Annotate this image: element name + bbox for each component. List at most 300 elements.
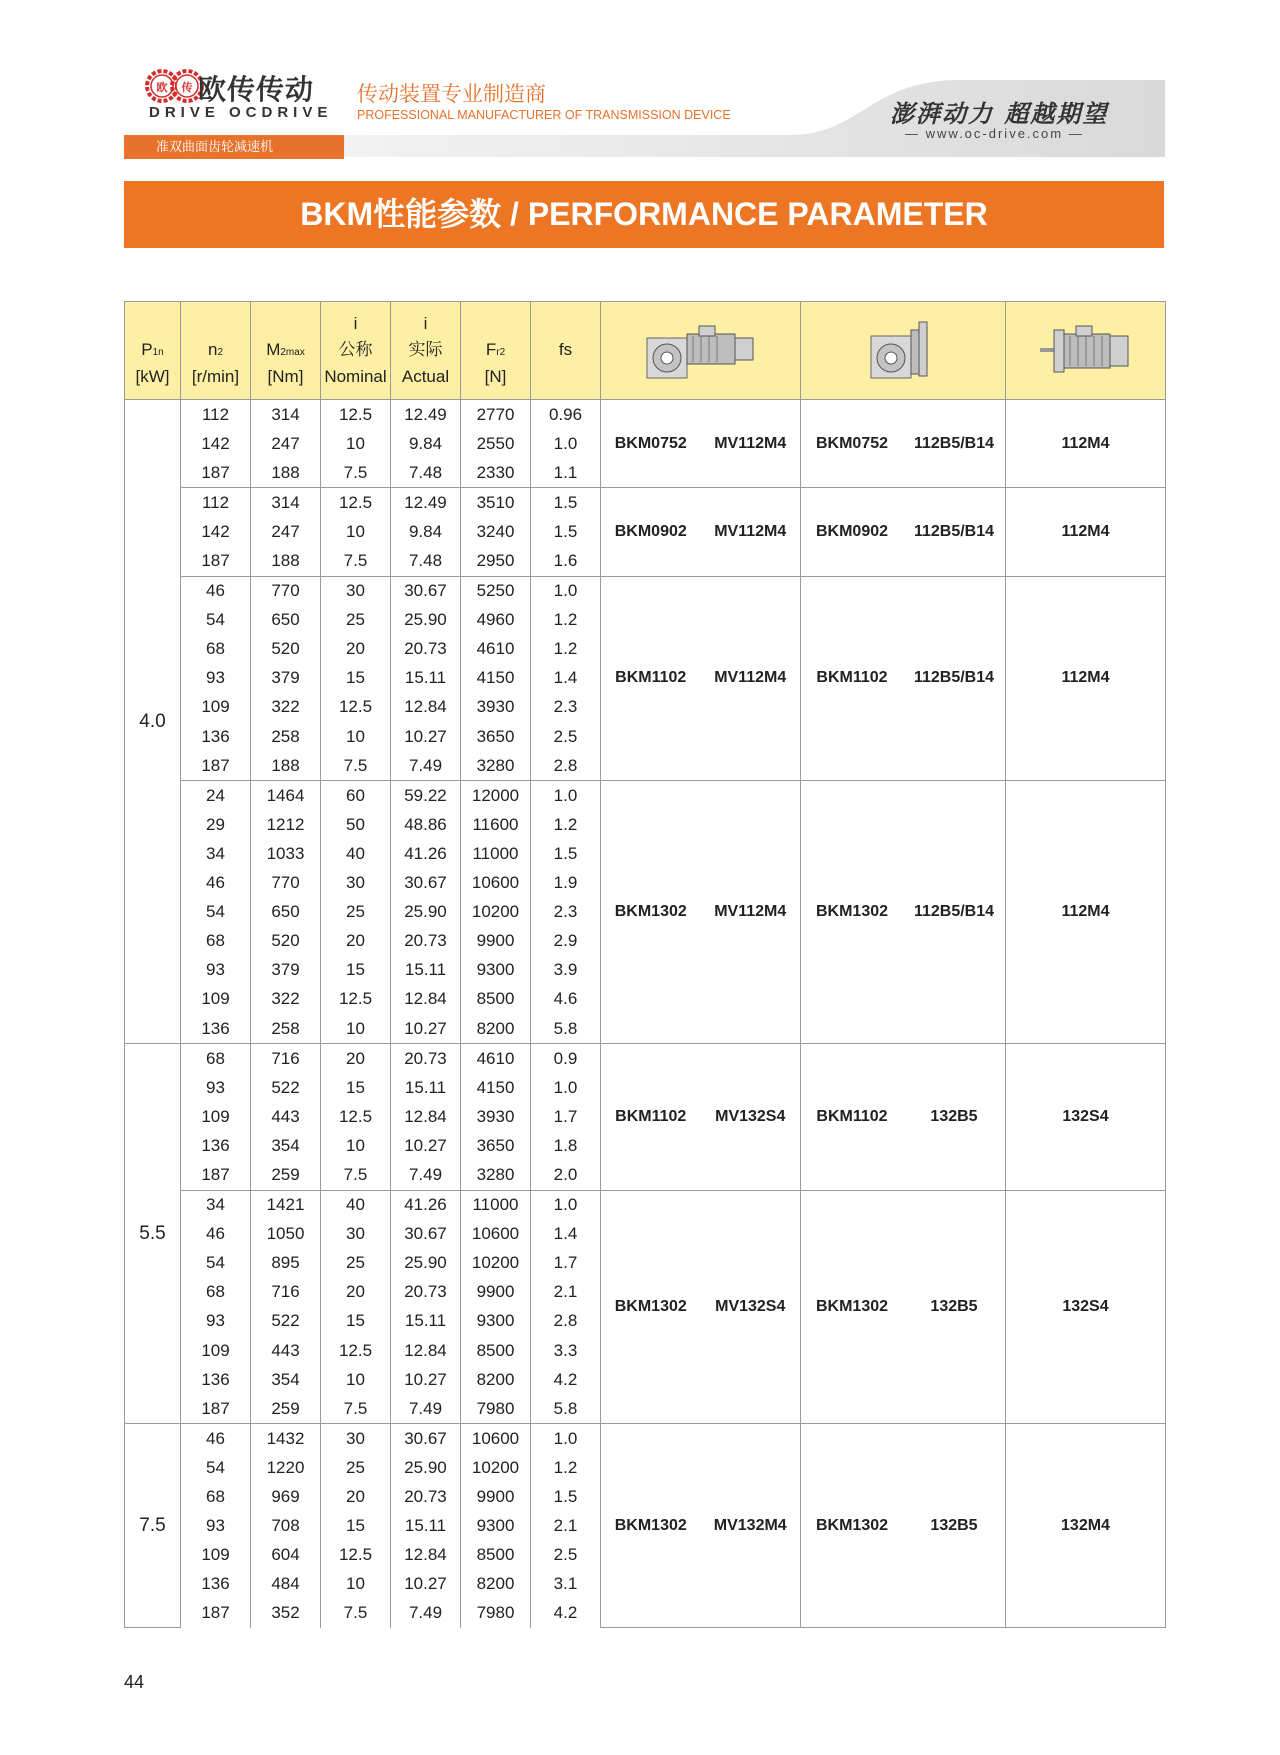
radial-force-cell: 9900 — [461, 1278, 531, 1307]
radial-force-cell: 3930 — [461, 1102, 531, 1131]
torque-cell: 247 — [251, 517, 321, 546]
model-code: BKM0752 — [614, 434, 687, 452]
ratio-actual-cell: 25.90 — [391, 1453, 461, 1482]
ratio-actual-cell: 9.84 — [391, 429, 461, 458]
ratio-actual-cell: 41.26 — [391, 1190, 461, 1220]
gear-motor-model-cell — [601, 1424, 801, 1628]
power-cell: 7.5 — [125, 1424, 181, 1628]
service-factor-cell: 1.5 — [531, 1482, 601, 1511]
service-factor-cell: 2.5 — [531, 1541, 601, 1570]
radial-force-cell: 8500 — [461, 1336, 531, 1365]
service-factor-cell: 2.3 — [531, 898, 601, 927]
torque-cell: 770 — [251, 869, 321, 898]
torque-cell: 188 — [251, 458, 321, 488]
radial-force-cell: 5250 — [461, 576, 531, 606]
model-code: BKM1302 — [614, 1516, 687, 1534]
speed-cell: 34 — [181, 1190, 251, 1220]
speed-cell: 54 — [181, 898, 251, 927]
ratio-actual-cell: 30.67 — [391, 1424, 461, 1454]
ratio-nominal-cell: 20 — [321, 1482, 391, 1511]
ratio-nominal-cell: 20 — [321, 635, 391, 664]
torque-cell: 969 — [251, 1482, 321, 1511]
speed-cell: 187 — [181, 546, 251, 576]
motor-model-cell — [1006, 1190, 1166, 1424]
speed-cell: 136 — [181, 1365, 251, 1394]
service-factor-cell: 0.96 — [531, 400, 601, 430]
torque-cell: 1421 — [251, 1190, 321, 1220]
ratio-nominal-cell: 15 — [321, 956, 391, 985]
motor-model-cell — [1006, 1044, 1166, 1190]
service-factor-cell: 1.2 — [531, 635, 601, 664]
ratio-actual-cell: 20.73 — [391, 927, 461, 956]
speed-cell: 109 — [181, 693, 251, 722]
service-factor-cell: 1.0 — [531, 781, 601, 811]
service-factor-cell: 1.0 — [531, 1073, 601, 1102]
table-row — [125, 1424, 1166, 1454]
torque-cell: 1432 — [251, 1424, 321, 1454]
torque-cell: 484 — [251, 1570, 321, 1599]
reducer-flange-model-cell — [801, 781, 1006, 1044]
header-radial-force: Fr2 [N] — [461, 302, 531, 400]
radial-force-cell: 9300 — [461, 1512, 531, 1541]
motor-icon — [1036, 316, 1136, 386]
motor-model-cell — [1006, 781, 1166, 1044]
ratio-actual-cell: 48.86 — [391, 810, 461, 839]
speed-cell: 109 — [181, 985, 251, 1014]
radial-force-cell: 8500 — [461, 985, 531, 1014]
service-factor-cell: 1.4 — [531, 664, 601, 693]
ratio-actual-cell: 10.27 — [391, 1014, 461, 1044]
header-motor — [1006, 302, 1166, 400]
speed-cell: 109 — [181, 1336, 251, 1365]
ratio-actual-cell: 25.90 — [391, 898, 461, 927]
ratio-nominal-cell: 50 — [321, 810, 391, 839]
radial-force-cell: 9300 — [461, 956, 531, 985]
service-factor-cell: 0.9 — [531, 1044, 601, 1074]
radial-force-cell: 7980 — [461, 1394, 531, 1424]
model-code: 112M4 — [1061, 434, 1110, 452]
service-factor-cell: 3.9 — [531, 956, 601, 985]
service-factor-cell: 2.3 — [531, 693, 601, 722]
power-cell: 5.5 — [125, 1044, 181, 1424]
ratio-nominal-cell: 12.5 — [321, 693, 391, 722]
ratio-nominal-cell: 7.5 — [321, 458, 391, 488]
torque-cell: 520 — [251, 927, 321, 956]
service-factor-cell: 5.8 — [531, 1394, 601, 1424]
service-factor-cell: 4.6 — [531, 985, 601, 1014]
table-row — [125, 781, 1166, 811]
torque-cell: 716 — [251, 1044, 321, 1074]
speed-cell: 54 — [181, 1453, 251, 1482]
ratio-nominal-cell: 12.5 — [321, 1102, 391, 1131]
svg-text:欧: 欧 — [156, 81, 168, 94]
radial-force-cell: 3930 — [461, 693, 531, 722]
model-code: MV132S4 — [715, 1297, 786, 1315]
speed-cell: 142 — [181, 429, 251, 458]
torque-cell: 188 — [251, 546, 321, 576]
table-row — [125, 488, 1166, 518]
radial-force-cell: 4610 — [461, 635, 531, 664]
header-ratio-nominal: i 公称 Nominal — [321, 302, 391, 400]
service-factor-cell: 4.2 — [531, 1599, 601, 1628]
speed-cell: 68 — [181, 1482, 251, 1511]
speed-cell: 112 — [181, 400, 251, 430]
torque-cell: 708 — [251, 1512, 321, 1541]
service-factor-cell: 1.0 — [531, 1424, 601, 1454]
header-speed: n2 [r/min] — [181, 302, 251, 400]
ratio-actual-cell: 20.73 — [391, 1044, 461, 1074]
torque-cell: 443 — [251, 1336, 321, 1365]
service-factor-cell: 1.2 — [531, 606, 601, 635]
reducer-flange-model-cell — [801, 576, 1006, 781]
radial-force-cell: 10600 — [461, 1424, 531, 1454]
gear-motor-model-cell — [601, 781, 801, 1044]
radial-force-cell: 10200 — [461, 1453, 531, 1482]
radial-force-cell: 3280 — [461, 751, 531, 781]
ratio-nominal-cell: 12.5 — [321, 1541, 391, 1570]
reducer-flange-model-cell — [801, 1190, 1006, 1424]
service-factor-cell: 2.1 — [531, 1512, 601, 1541]
torque-cell: 258 — [251, 722, 321, 751]
reducer-flange-model-cell — [801, 488, 1006, 576]
ratio-actual-cell: 25.90 — [391, 606, 461, 635]
torque-cell: 650 — [251, 606, 321, 635]
speed-cell: 54 — [181, 606, 251, 635]
model-code: BKM1302 — [614, 903, 687, 921]
ratio-actual-cell: 41.26 — [391, 839, 461, 868]
ratio-nominal-cell: 30 — [321, 1220, 391, 1249]
ratio-nominal-cell: 12.5 — [321, 985, 391, 1014]
header-gear-motor — [601, 302, 801, 400]
service-factor-cell: 1.0 — [531, 1190, 601, 1220]
ratio-nominal-cell: 30 — [321, 1424, 391, 1454]
radial-force-cell: 9900 — [461, 927, 531, 956]
service-factor-cell: 2.9 — [531, 927, 601, 956]
torque-cell: 770 — [251, 576, 321, 606]
ratio-nominal-cell: 10 — [321, 1014, 391, 1044]
service-factor-cell: 1.9 — [531, 869, 601, 898]
ratio-nominal-cell: 15 — [321, 664, 391, 693]
radial-force-cell: 8200 — [461, 1570, 531, 1599]
service-factor-cell: 2.5 — [531, 722, 601, 751]
speed-cell: 68 — [181, 1278, 251, 1307]
torque-cell: 716 — [251, 1278, 321, 1307]
speed-cell: 68 — [181, 927, 251, 956]
reducer-flange-model-cell — [801, 400, 1006, 488]
ratio-nominal-cell: 12.5 — [321, 400, 391, 430]
model-code: BKM1102 — [816, 1107, 888, 1125]
torque-cell: 522 — [251, 1307, 321, 1336]
ratio-actual-cell: 12.84 — [391, 1541, 461, 1570]
ratio-nominal-cell: 20 — [321, 1044, 391, 1074]
service-factor-cell: 1.5 — [531, 488, 601, 518]
ratio-nominal-cell: 40 — [321, 839, 391, 868]
torque-cell: 259 — [251, 1160, 321, 1190]
model-code: 112M4 — [1061, 522, 1110, 540]
service-factor-cell: 1.2 — [531, 810, 601, 839]
ratio-actual-cell: 7.48 — [391, 546, 461, 576]
model-code: 112M4 — [1061, 903, 1110, 921]
power-cell: 4.0 — [125, 400, 181, 1044]
model-code: MV112M4 — [714, 903, 787, 921]
website: — www.oc-drive.com — — [905, 126, 1084, 141]
radial-force-cell: 2770 — [461, 400, 531, 430]
service-factor-cell: 4.2 — [531, 1365, 601, 1394]
speed-cell: 136 — [181, 1131, 251, 1160]
speed-cell: 187 — [181, 751, 251, 781]
speed-cell: 24 — [181, 781, 251, 811]
ratio-actual-cell: 7.49 — [391, 1599, 461, 1628]
ratio-actual-cell: 12.84 — [391, 1336, 461, 1365]
model-code: 132B5 — [930, 1107, 978, 1125]
speed-cell: 136 — [181, 722, 251, 751]
service-factor-cell: 3.1 — [531, 1570, 601, 1599]
ratio-actual-cell: 30.67 — [391, 869, 461, 898]
model-code: 112B5/B14 — [913, 522, 995, 540]
torque-cell: 443 — [251, 1102, 321, 1131]
model-code: 112B5/B14 — [913, 669, 995, 687]
ratio-actual-cell: 12.49 — [391, 488, 461, 518]
radial-force-cell: 11600 — [461, 810, 531, 839]
torque-cell: 352 — [251, 1599, 321, 1628]
ratio-actual-cell: 30.67 — [391, 576, 461, 606]
torque-cell: 379 — [251, 664, 321, 693]
service-factor-cell: 1.1 — [531, 458, 601, 488]
model-code: BKM0902 — [815, 522, 889, 540]
ratio-nominal-cell: 7.5 — [321, 1599, 391, 1628]
model-code: 132B5 — [930, 1516, 978, 1534]
reducer-flange-model-cell — [801, 1424, 1006, 1628]
radial-force-cell: 2950 — [461, 546, 531, 576]
model-code: MV132M4 — [713, 1516, 787, 1534]
speed-cell: 93 — [181, 1512, 251, 1541]
slogan: 澎湃动力 超越期望 — [890, 99, 1109, 128]
ratio-nominal-cell: 30 — [321, 869, 391, 898]
ratio-actual-cell: 7.49 — [391, 1160, 461, 1190]
service-factor-cell: 3.3 — [531, 1336, 601, 1365]
radial-force-cell: 9900 — [461, 1482, 531, 1511]
model-code: BKM1102 — [615, 669, 687, 687]
model-code: MV132S4 — [715, 1107, 786, 1125]
ratio-actual-cell: 59.22 — [391, 781, 461, 811]
model-code: BKM1102 — [615, 1107, 687, 1125]
service-factor-cell: 2.8 — [531, 751, 601, 781]
ratio-actual-cell: 15.11 — [391, 1307, 461, 1336]
table-header-row — [125, 302, 1166, 400]
torque-cell: 1050 — [251, 1220, 321, 1249]
ratio-nominal-cell: 25 — [321, 1453, 391, 1482]
table-body — [125, 400, 1166, 1628]
model-code: 132B5 — [930, 1297, 978, 1315]
ratio-actual-cell: 20.73 — [391, 1482, 461, 1511]
ratio-actual-cell: 20.73 — [391, 1278, 461, 1307]
radial-force-cell: 4150 — [461, 1073, 531, 1102]
ratio-nominal-cell: 15 — [321, 1307, 391, 1336]
ratio-actual-cell: 10.27 — [391, 1365, 461, 1394]
tagline-en: PROFESSIONAL MANUFACTURER OF TRANSMISSION DEVICE — [357, 108, 731, 122]
service-factor-cell: 5.8 — [531, 1014, 601, 1044]
model-code: 112M4 — [1061, 669, 1110, 687]
service-factor-cell: 2.1 — [531, 1278, 601, 1307]
torque-cell: 314 — [251, 488, 321, 518]
torque-cell: 322 — [251, 985, 321, 1014]
ratio-actual-cell: 25.90 — [391, 1249, 461, 1278]
torque-cell: 650 — [251, 898, 321, 927]
model-code: BKM1302 — [815, 1297, 889, 1315]
speed-cell: 187 — [181, 1394, 251, 1424]
speed-cell: 68 — [181, 1044, 251, 1074]
speed-cell: 46 — [181, 1220, 251, 1249]
header-reducer-flange — [801, 302, 1006, 400]
ratio-actual-cell: 10.27 — [391, 1131, 461, 1160]
torque-cell: 379 — [251, 956, 321, 985]
speed-cell: 46 — [181, 1424, 251, 1454]
speed-cell: 109 — [181, 1102, 251, 1131]
ratio-nominal-cell: 25 — [321, 1249, 391, 1278]
service-factor-cell: 1.7 — [531, 1249, 601, 1278]
page-title: BKM性能参数 / PERFORMANCE PARAMETER — [124, 181, 1164, 248]
svg-text:传: 传 — [181, 81, 193, 94]
radial-force-cell: 4960 — [461, 606, 531, 635]
torque-cell: 314 — [251, 400, 321, 430]
speed-cell: 187 — [181, 458, 251, 488]
model-code: 132S4 — [1062, 1297, 1109, 1315]
reducer-flange-model-cell — [801, 1044, 1006, 1190]
radial-force-cell: 3280 — [461, 1160, 531, 1190]
gear-motor-model-cell — [601, 488, 801, 576]
model-code: 132S4 — [1062, 1107, 1109, 1125]
torque-cell: 188 — [251, 751, 321, 781]
service-factor-cell: 1.6 — [531, 546, 601, 576]
torque-cell: 895 — [251, 1249, 321, 1278]
ratio-nominal-cell: 10 — [321, 1131, 391, 1160]
model-code: BKM0902 — [614, 522, 687, 540]
radial-force-cell: 9300 — [461, 1307, 531, 1336]
service-factor-cell: 1.7 — [531, 1102, 601, 1131]
gear-motor-icon — [641, 316, 761, 386]
ratio-nominal-cell: 7.5 — [321, 1394, 391, 1424]
ratio-nominal-cell: 30 — [321, 576, 391, 606]
ratio-actual-cell: 7.48 — [391, 458, 461, 488]
ratio-nominal-cell: 10 — [321, 722, 391, 751]
radial-force-cell: 3650 — [461, 1131, 531, 1160]
gear-motor-model-cell — [601, 400, 801, 488]
speed-cell: 187 — [181, 1160, 251, 1190]
radial-force-cell: 7980 — [461, 1599, 531, 1628]
radial-force-cell: 10200 — [461, 898, 531, 927]
ratio-actual-cell: 15.11 — [391, 956, 461, 985]
torque-cell: 1220 — [251, 1453, 321, 1482]
ratio-actual-cell: 12.84 — [391, 693, 461, 722]
model-code: 112B5/B14 — [913, 434, 995, 452]
ratio-nominal-cell: 10 — [321, 1365, 391, 1394]
torque-cell: 354 — [251, 1365, 321, 1394]
ratio-nominal-cell: 40 — [321, 1190, 391, 1220]
speed-cell: 93 — [181, 956, 251, 985]
gear-reducer-flange-icon — [863, 316, 943, 386]
ratio-nominal-cell: 60 — [321, 781, 391, 811]
radial-force-cell: 8200 — [461, 1014, 531, 1044]
website-url: www.oc-drive.com — [925, 126, 1064, 141]
ratio-actual-cell: 9.84 — [391, 517, 461, 546]
service-factor-cell: 1.4 — [531, 1220, 601, 1249]
ratio-nominal-cell: 12.5 — [321, 1336, 391, 1365]
ratio-actual-cell: 12.49 — [391, 400, 461, 430]
ratio-actual-cell: 30.67 — [391, 1220, 461, 1249]
ratio-actual-cell: 10.27 — [391, 1570, 461, 1599]
speed-cell: 109 — [181, 1541, 251, 1570]
model-code: 132M4 — [1061, 1516, 1110, 1534]
torque-cell: 258 — [251, 1014, 321, 1044]
service-factor-cell: 2.8 — [531, 1307, 601, 1336]
ratio-nominal-cell: 10 — [321, 429, 391, 458]
radial-force-cell: 3510 — [461, 488, 531, 518]
speed-cell: 29 — [181, 810, 251, 839]
radial-force-cell: 10200 — [461, 1249, 531, 1278]
speed-cell: 136 — [181, 1570, 251, 1599]
speed-cell: 46 — [181, 869, 251, 898]
speed-cell: 136 — [181, 1014, 251, 1044]
torque-cell: 259 — [251, 1394, 321, 1424]
torque-cell: 604 — [251, 1541, 321, 1570]
header-torque: M2max [Nm] — [251, 302, 321, 400]
speed-cell: 93 — [181, 1073, 251, 1102]
ratio-nominal-cell: 25 — [321, 606, 391, 635]
radial-force-cell: 2550 — [461, 429, 531, 458]
speed-cell: 187 — [181, 1599, 251, 1628]
radial-force-cell: 10600 — [461, 869, 531, 898]
radial-force-cell: 8500 — [461, 1541, 531, 1570]
performance-table — [124, 301, 1166, 1628]
brand-name-cn: 欧传传动 — [198, 74, 315, 105]
torque-cell: 520 — [251, 635, 321, 664]
header-ratio-actual: i 实际 Actual — [391, 302, 461, 400]
speed-cell: 54 — [181, 1249, 251, 1278]
brand-name-en: DRIVE OCDRIVE — [149, 104, 333, 121]
radial-force-cell: 3650 — [461, 722, 531, 751]
radial-force-cell: 3240 — [461, 517, 531, 546]
ratio-nominal-cell: 7.5 — [321, 546, 391, 576]
service-factor-cell: 2.0 — [531, 1160, 601, 1190]
model-code: BKM1302 — [614, 1297, 687, 1315]
speed-cell: 46 — [181, 576, 251, 606]
ratio-actual-cell: 7.49 — [391, 751, 461, 781]
torque-cell: 1033 — [251, 839, 321, 868]
service-factor-cell: 1.0 — [531, 429, 601, 458]
radial-force-cell: 11000 — [461, 839, 531, 868]
torque-cell: 322 — [251, 693, 321, 722]
ratio-nominal-cell: 25 — [321, 898, 391, 927]
ratio-actual-cell: 12.84 — [391, 985, 461, 1014]
speed-cell: 112 — [181, 488, 251, 518]
motor-model-cell — [1006, 576, 1166, 781]
ratio-nominal-cell: 20 — [321, 927, 391, 956]
radial-force-cell: 10600 — [461, 1220, 531, 1249]
motor-model-cell — [1006, 488, 1166, 576]
ratio-nominal-cell: 7.5 — [321, 1160, 391, 1190]
service-factor-cell: 1.5 — [531, 517, 601, 546]
ratio-nominal-cell: 7.5 — [321, 751, 391, 781]
ratio-nominal-cell: 10 — [321, 1570, 391, 1599]
ratio-actual-cell: 15.11 — [391, 1073, 461, 1102]
speed-cell: 93 — [181, 1307, 251, 1336]
radial-force-cell: 8200 — [461, 1365, 531, 1394]
gear-motor-model-cell — [601, 576, 801, 781]
radial-force-cell: 4610 — [461, 1044, 531, 1074]
model-code: 112B5/B14 — [913, 903, 995, 921]
torque-cell: 354 — [251, 1131, 321, 1160]
ratio-actual-cell: 10.27 — [391, 722, 461, 751]
